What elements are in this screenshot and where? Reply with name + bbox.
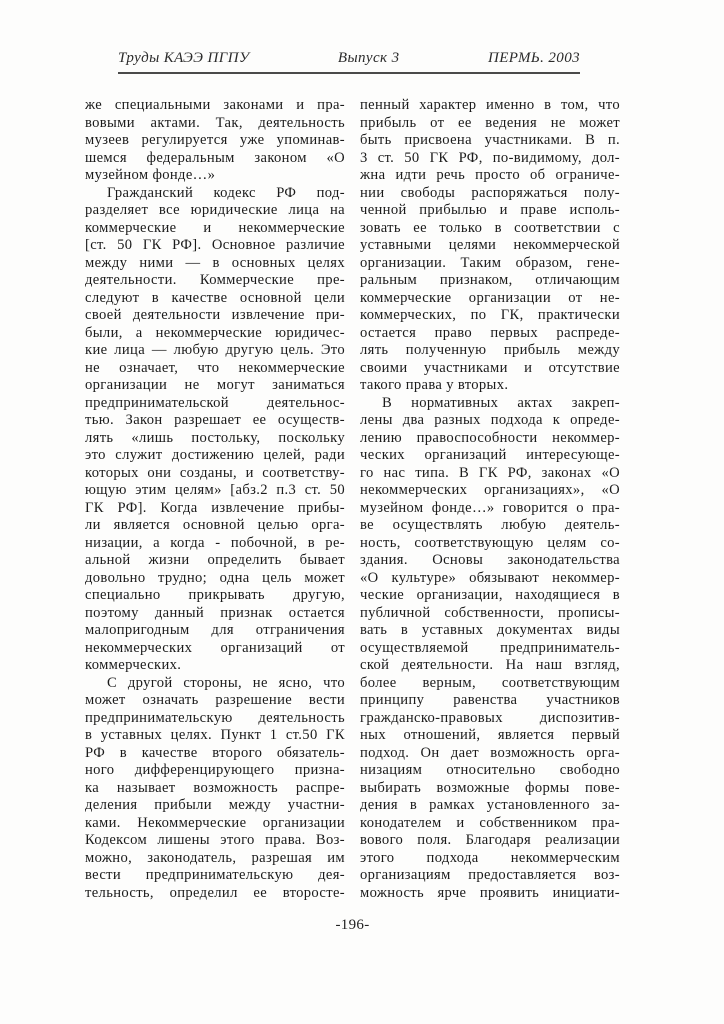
text-line: ли является основной целью орга-: [85, 517, 345, 533]
text-line: в уставных целях. Пункт 1 ст.50 ГК: [85, 727, 345, 743]
text-line: ской деятельности. На наш взгляд,: [360, 657, 620, 673]
text-line: музеев регулируется уже упоминав-: [85, 132, 345, 148]
text-line: вовыми актами. Так, деятельность: [85, 114, 345, 131]
text-block: [85, 97, 620, 902]
text-line: жна идти речь просто об ограниче-: [360, 167, 620, 183]
text-line: конодателем и собственником пра-: [360, 814, 620, 831]
text-line: «О культуре» обязывают некоммер-: [360, 569, 620, 586]
text-line: вать в уставных документах виды: [360, 622, 620, 638]
text-line: своими участниками и отсутствие: [360, 359, 620, 376]
text-line: дения в рамках установленного за-: [360, 797, 620, 813]
text-line: разделяет все юридические лица на: [85, 202, 345, 218]
text-line: уставными целями некоммерческой: [360, 237, 620, 253]
text-line: 3 ст. 50 ГК РФ, по-видимому, дол-: [360, 149, 620, 166]
page-number: -196-: [335, 917, 370, 933]
text-line: Гражданский кодекс РФ под-: [107, 184, 345, 201]
text-line: го нас типа. В ГК РФ, законах «О: [360, 464, 620, 481]
text-line: может означать разрешение вести: [85, 692, 345, 708]
text-line: гражданско-правовых диспозитив-: [360, 709, 620, 726]
text-line: быть присвоена участниками. В п.: [360, 132, 620, 148]
text-line: музейном фонде…»: [85, 167, 216, 183]
text-line: прибыль от ее ведения не может: [360, 114, 620, 131]
text-line: вести предпринимательскую дея-: [85, 867, 345, 883]
text-line: лены два разных подхода к опреде-: [360, 412, 620, 428]
text-line: ральным признаком, отличающим: [360, 272, 620, 288]
column-left: [85, 97, 345, 902]
text-line: следуют в качестве основной цели: [85, 289, 345, 306]
text-line: здания. Основы законодательства: [360, 552, 620, 568]
text-line: ческих организаций интересующе-: [360, 447, 620, 463]
text-line: малопригодным для отграничения: [85, 622, 345, 638]
header-city-year: ПЕРМЬ. 2003: [487, 50, 580, 66]
text-line: [ст. 50 ГК РФ]. Основное различие: [85, 237, 345, 253]
text-line: можность ярче проявить инициати-: [360, 884, 620, 901]
text-line: кие лица — любую другую цель. Это: [85, 342, 345, 358]
text-line: организациям предоставляется воз-: [360, 867, 620, 883]
text-line: выбирать возможные формы пове-: [360, 779, 620, 796]
text-line: не означает, что некоммерческие: [85, 359, 345, 376]
text-line: альной жизни определить бывает: [85, 552, 345, 568]
text-line: пенный характер именно в том, что: [360, 97, 620, 113]
text-line: остается право первых распреде-: [360, 324, 620, 341]
text-line: ных отношений, является первый: [360, 727, 620, 743]
text-line: коммерческие и некоммерческие: [85, 219, 345, 236]
text-line: довольно трудно; одна цель может: [85, 569, 345, 586]
text-line: поэтому данный признак остается: [85, 604, 345, 621]
text-line: можно, законодатель, разрешая им: [85, 849, 345, 866]
text-line: вового поля. Благодаря реализации: [360, 832, 620, 848]
text-line: музейном фонде…» говорится о пра-: [360, 499, 620, 516]
text-line: низации, а когда - побочной, в ре-: [85, 534, 345, 551]
text-line: этого подхода некоммерческим: [360, 849, 620, 866]
text-line: зовать ее только в соответствии с: [360, 219, 620, 236]
text-line: ГК РФ]. Когда извлечение прибы-: [85, 499, 345, 516]
text-line: между ними — в основных целях: [85, 254, 345, 271]
text-line: ками. Некоммерческие организации: [85, 814, 345, 831]
text-line: ве осуществлять любую деятель-: [360, 517, 620, 533]
text-line: организации. Таким образом, гене-: [360, 254, 620, 271]
text-line: В нормативных актах закреп-: [382, 394, 620, 411]
running-header: [118, 50, 580, 74]
text-line: подход. Он дает возможность орга-: [360, 744, 620, 761]
text-line: ческие организации, находящиеся в: [360, 587, 620, 603]
text-line: публичной собственности, прописы-: [360, 604, 620, 621]
text-line: организации не могут заниматься: [85, 377, 345, 393]
text-line: же специальными законами и пра-: [85, 97, 345, 113]
text-line: которых они созданы, и соответству-: [85, 464, 345, 481]
text-line: лению правоспособности некоммер-: [360, 429, 620, 446]
text-line: деления прибыли между участни-: [85, 797, 345, 813]
column-right: [360, 97, 620, 902]
text-line: лять «лишь постольку, поскольку: [85, 429, 345, 446]
text-line: ченной прибылью и праве исполь-: [360, 202, 620, 218]
text-line: шемся федеральным законом «О: [85, 149, 345, 166]
text-line: осуществляемой предприниматель-: [360, 639, 620, 656]
text-line: низациям относительно свободно: [360, 762, 620, 778]
header-journal-title: Труды КАЭЭ ПГПУ: [118, 50, 250, 66]
text-line: предпринимательскую деятельность: [85, 709, 345, 726]
text-line: тельность, определил ее второсте-: [85, 884, 345, 901]
text-line: предпринимательской деятельнос-: [85, 394, 345, 411]
text-line: специально прикрывать другую,: [85, 587, 345, 603]
text-line: своей деятельности извлечение при-: [85, 307, 345, 323]
text-line: РФ в качестве второго обязатель-: [85, 744, 345, 761]
text-line: такого права у вторых.: [360, 377, 509, 393]
text-line: принципу равенства участников: [360, 692, 620, 708]
text-line: нии свободы распоряжаться полу-: [360, 184, 620, 201]
text-line: лять полученную прибыль между: [360, 342, 620, 358]
text-line: коммерческие организации от не-: [360, 289, 620, 306]
text-line: Кодексом лишены этого права. Воз-: [85, 832, 345, 848]
text-line: ющую этим целям» [абз.2 п.3 ст. 50: [85, 482, 345, 498]
text-line: некоммерческих организациях», «О: [360, 482, 620, 498]
text-line: деятельности. Коммерческие пре-: [85, 272, 345, 288]
text-line: С другой стороны, не ясно, что: [107, 674, 345, 691]
text-line: были, а некоммерческие юридичес-: [85, 324, 345, 341]
text-line: ка называет возможность распре-: [85, 779, 345, 796]
text-line: тью. Закон разрешает ее осуществ-: [85, 412, 345, 428]
text-line: ного дифференцирующего призна-: [85, 762, 345, 778]
header-issue: Выпуск 3: [337, 50, 400, 66]
text-line: ность, соответствующую целям со-: [360, 534, 620, 551]
text-line: некоммерческих организаций от: [85, 639, 345, 656]
text-line: это служит достижению целей, ради: [85, 447, 345, 463]
text-line: коммерческих, по ГК, практически: [360, 307, 620, 323]
text-line: более верным, соответствующим: [360, 674, 620, 691]
text-line: коммерческих.: [85, 657, 182, 673]
